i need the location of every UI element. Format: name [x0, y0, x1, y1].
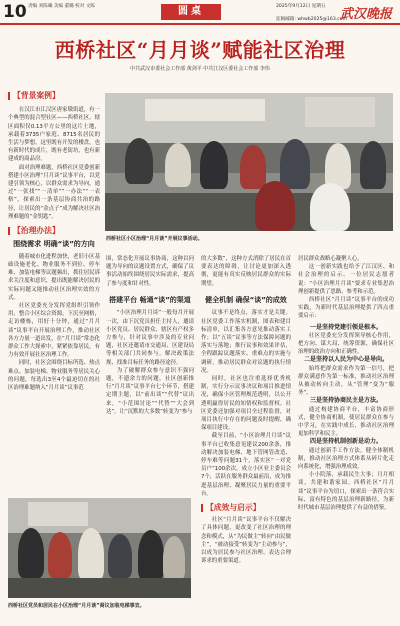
article-byline: 中共武汉市委社会工作部 黄剑平 中共江汉区委社会工作部 李伟	[130, 66, 270, 72]
page-number: 10	[3, 2, 27, 22]
paragraph: 截至目前，“小区治理月月谈”议事平台已收集意见建议200余条，推动解决加装电梯、地下管网管改造、停车难等问题31个，落实区“一对党员户”100余次，成立小区业主委员会7个，活跃在服务群众最前沿，成为推进基层治理、凝聚居民力量的重要平台。	[201, 433, 291, 497]
newspaper-masthead: 武汉晚报	[340, 7, 393, 22]
section-tag: 圆桌	[161, 4, 221, 20]
column-1	[8, 92, 100, 392]
subheading: 搭建平台 畅通“谈”的渠道	[109, 295, 191, 304]
submission-email: 征稿邮箱: whwb2025@163.com	[276, 17, 348, 22]
method-heading: 【治理办法】	[8, 227, 100, 235]
paragraph: 随着城市化进程加快，老旧小区基础设施老化、物业服务不到位、停车难、加装电梯等议题频出，抓住居民诉求关注度和意识，提出既能解决居民的实际问题又能推动社区治理实效的方式。	[8, 253, 100, 301]
article-title: 西桥社区“月月谈”赋能社区治理	[54, 38, 346, 62]
paragraph: 西桥社区“月月谈”议事平台的成功实践，为新时代基层治理提供了四点重要启示：	[298, 297, 394, 320]
insight-heading: 四是坚持机制创新是动力。	[309, 438, 382, 446]
paragraph: 的大多数”，这种方式消除了居民在首要表达的障碍，让讨论更加深入透彻，更能有真实反映居民群众的实际期望。	[201, 256, 291, 287]
page-header	[0, 0, 400, 24]
photo-caption-2: 西桥社区党员和居民在小区治理“月月谈”商议加装电梯事宜。	[8, 603, 145, 609]
photo-caption-1: 西桥社区小区治理“月月谈”开展议事活动。	[106, 236, 203, 242]
background-heading: 【背景案例】	[8, 92, 100, 100]
paragraph: “小区治理月月谈”一般每月开展一次，由下沉党员担任主持人，邀请小区党员、居民群众、辖区有产权多方参与，针对议事中涉及的专业问题，社区还邀请市交通局、区建设局等相关部门共同参与，解决政策法规、找准目标任务的路径途径。	[106, 310, 194, 366]
insight-heading: 二是坚持以人民为中心是导向。	[303, 356, 388, 364]
paragraph: 居民群众战略心凝聚人心。	[298, 256, 363, 262]
publish-date: 2025年9月12日 星期五	[276, 4, 326, 9]
insight-heading: 三是坚持协商民主是方法。	[309, 397, 382, 405]
paragraph: 社区党委充分发挥党组织引领作用，整合小区综合资源，下沉至网格，走访楼栋，用好十分钟，通过“月月谈”议事平台开展治理工作，推动社区各方力量一道出发，在“月月谈”常态化群众工作大探索中，紧紧依靠居民，有力有效开展社区治理工作。	[8, 302, 100, 359]
paragraph: 社区党委充分发挥领导核心作用，把方向、谋大局、统筹资源，确保社区治理的政治方向和正确性。	[298, 332, 394, 356]
paragraph: 为了破解群众参与意识不强问题，不遗余力的问题，社区创新推行“月月谈”议事平台七个环节，搭建定期主题，以“前出谈”“代替”议出来，“小范围讨论”“代替”“大会到达”，让“沉默的大多数”转变为“参与	[106, 367, 194, 415]
elevator-discussion-photo	[8, 498, 191, 598]
paragraph: 通过创新手工作方法，健全体制机制，推动社区治理方式体系从碎片化走向系统化，增强治理成效。	[298, 447, 394, 471]
subheading: 健全机制 确保“谈”的成效	[205, 295, 287, 304]
results-heading: 【成效与启示】	[201, 504, 291, 512]
paragraph: 小小院落，承载民生大事；月月相谈，共建和谐家园。西桥社区“月月谈”议事平台为切口，探索出一条符合实际、富有特色的基层治理新路径，为新时代城市基层治理提供了有益的借鉴。	[298, 472, 394, 512]
paragraph: 这一创新实践也给予了江汉区、和社会治理的启示。一位居民志愿者说：“小区治理月月谈”要求专业集思治理创新提供了思路、参考和示范。	[298, 264, 394, 295]
paragraph: 围，常态化开展议事协商，这种以问题为导向的议题设置方式，确保了议事活动始终围绕居民实际需求，提高了参与度和针对性。	[106, 256, 194, 287]
paragraph: 始终把群众需求作为第一信号，把群众满意作为第一标准，推动社区治理从被动转向主动，从“管理”变为“服务”。	[298, 365, 394, 397]
column-3	[201, 255, 291, 565]
paragraph: 通过构建协商平台，丰富协商形式，健全协商机制，使居民群众在参与中学习，在实践中成长，推动社区治理更加科学和民主。	[298, 406, 394, 438]
community-meeting-photo	[105, 93, 393, 231]
header-rule	[0, 23, 400, 25]
paragraph: 同时，社区也注重选择优秀机制，实行分示议事决议和项目推进情况，确保小区管理规范透明，以公开透明赢得居民的知情权和监督权。社区党委还加强对项目全过程监督，对项目执行中存在的问题及时提醒，确保项目建设。	[201, 375, 291, 432]
paragraph: 面对治理难题，西桥社区党委创新搭建小区治理“月月谈”议事平台，以党建引领为核心，以群众需求为导向，通过“一张找”“一清单”“一办法”“一表格”，探索出一条基层协商共治的路径，让居民的“金点子”成为解决社区治理难题的“金钥匙”。	[8, 164, 100, 220]
insight-heading: 一是坚持党建引领是根本。	[309, 323, 382, 331]
paragraph: 社区“月月谈”议事平台不仅解决了具体问题，更改变了社区治理的理念和模式，从“为民做主”转向“由民做主”，“被动接受”转变为“主动参与”，以成为居民参与社区治理、表达合理诉求的重要渠道。	[201, 517, 291, 565]
column-2	[106, 255, 194, 416]
column-4	[298, 255, 394, 512]
subheading: 围绕需求 明确“谈”的方向	[13, 240, 95, 249]
paragraph: 议事不是终点，落实才是关键。社区党委工作落实机制，图表和建目标清单，以汇集各方意见推动落实工作；以“五谈”议事等方法保障问题的落实与落地；推行议事和效果评估，全程跟踪议题落实、重难点的实施与调研，推动居民群众对议题的执行情况。	[201, 310, 291, 374]
paragraph: 在汉江市江汉区唐家墩街道，有一个典型的混合型社区——西桥社区。辖区面积仅0.13平方公里的这片土地，承载着3735户家庭、8715名居民的生活与梦想。这里既有开发的楼盘，也有新时代的成片，既有老街坊，也有新建成的商品房。	[8, 107, 100, 163]
paragraph: 同时，社区会围绕目标所选、热点难点、加装电梯、物业服务等居民关心的问题，每选出3至4个最迫切在的社区治理难题纳入“月月谈”议事范	[8, 360, 100, 391]
editor-credits: 责编 刘陈曦 美编 董璐 校对 文陈	[28, 4, 96, 9]
